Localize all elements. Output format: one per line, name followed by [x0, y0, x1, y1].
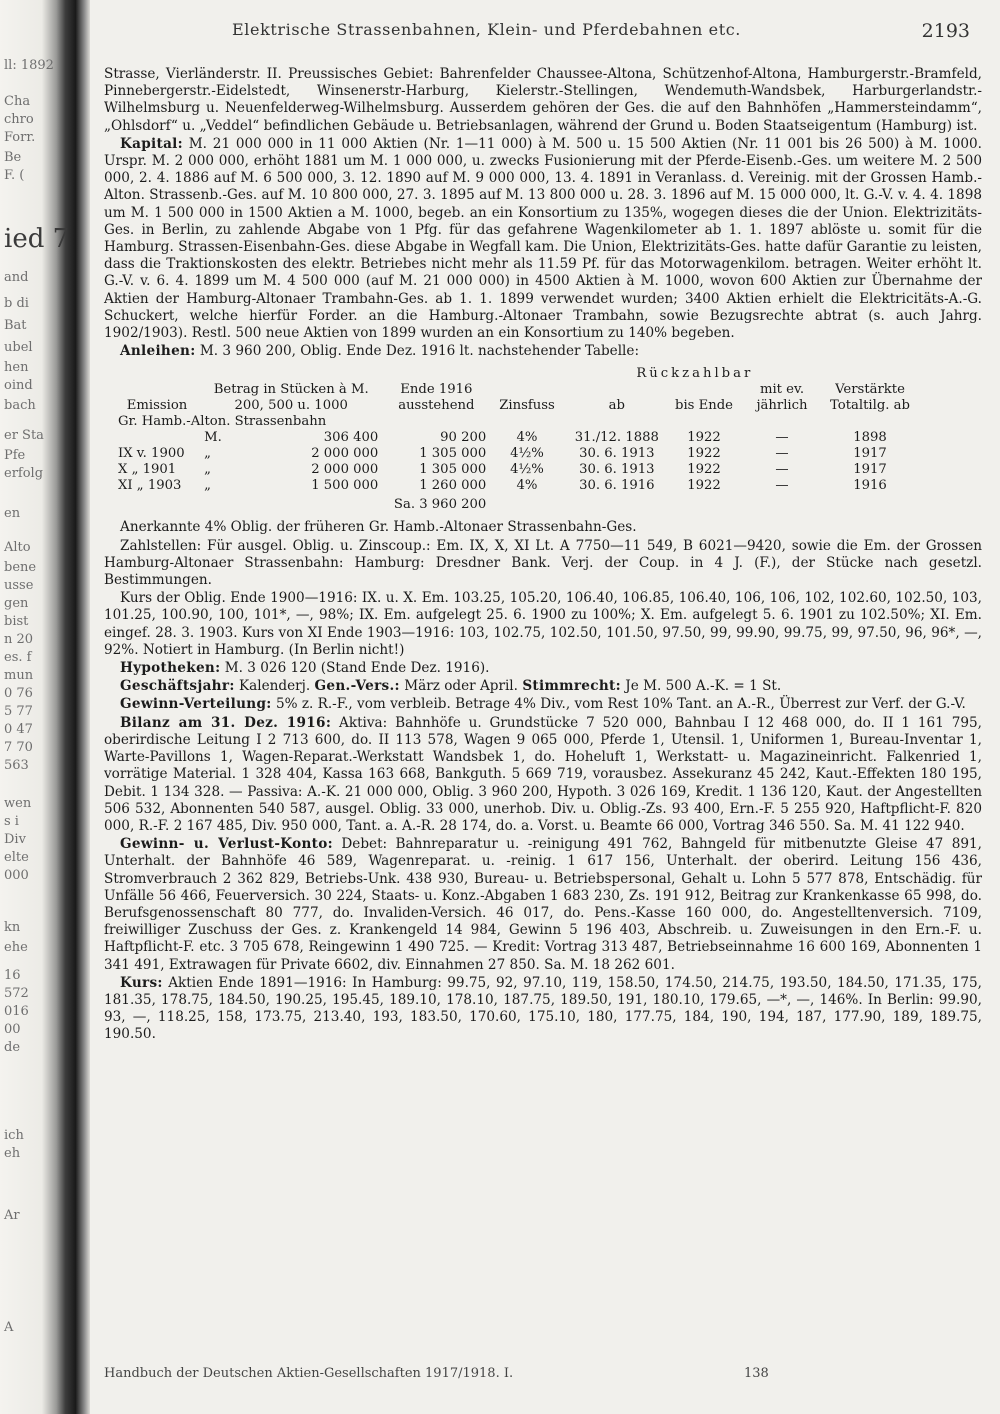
cell-ab: 30. 6. 1916 — [579, 478, 655, 494]
col-emission: Emission — [126, 398, 188, 414]
cell-zins: 4% — [516, 478, 538, 494]
gewinn-label: Gewinn-Verteilung: — [120, 696, 272, 713]
kapital-text: M. 21 000 000 in 11 000 Aktien (Nr. 1—11 000) à M. 500 u. 15 500 Aktien (Nr. 11 001 bis 26 500) à M. 1000. Urspr. M. 2 000 000, erhöht 1881 um M. 1 000 000, u. zwecks Fusionierung mit der Pferde-Eisenb.-Ges. um weitere M. 2 500 000, 2. 4. 1886 auf M. 6 500 000, 3. 12. 1890 auf M. 9 000 000, 13. 4. 1891 in Veranlass. d. Vereinig. mit der Grossen Hamb.-Alton. Strassenb.-Ges. auf M. 10 800 000, 27. 3. 1895 auf M. 13 800 000 u. 28. 3. 1896 auf M. 15 000 000, lt. G.-V. v. 4. 4. 1898 um M. 1 500 000 in 1500 Aktien a M. 1000, begeb. an ein Konsortium zu 135%, wogegen dieses die der Union. Elektrizitäts-Ges. in Berlin, zu zahlende Abgabe von 1 Pfg. für das gefahrene Wagenkilometer ab 1. 1. 1897 ablöste u. somit für die Hamburg. Strassen-Eisenbahn-Ges. diese Abgabe in Wegfall kam. Die Union, Elektrizitäts-Ges. hatte dafür Garantie zu leisten, dass die Traktionskosten des elektr. Betriebes nicht mehr als 11.59 Pf. für das Motorwagenkilom. betragen. Weiter erhöht lt. G.-V. v. 6. 4. 1899 um M. 4 500 000 (auf M. 21 000 000) in 4500 Aktien à M. 1000, wovon 600 Aktien zur Übernahme der Aktien der Hamburg-Altonaer Trambahn-Ges. ab 1. 1. 1899 verwendet wurden; 3400 Aktien erhielt die Elektricitäts-A.-G. Schuckert, welche hierfür Forder. an die Hamburg.-Altonaer Trambahn, sowie Bezugsrechte abtrat (s. auch Jahrg. 1902/1903). Restl. 500 neue Aktien von 1899 wurden an ein Konsortium zu 140% begeben. — [104, 135, 982, 342]
margin-fragment: 563 — [4, 758, 29, 773]
cell-currency: „ — [204, 446, 211, 462]
bilanz-paragraph — [104, 715, 982, 835]
gv-label: Gen.-Vers.: — [314, 678, 400, 695]
cell-zins: 4% — [516, 430, 538, 446]
margin-fragment: mun — [4, 668, 34, 683]
margin-fragment: ich — [4, 1128, 24, 1143]
table-row — [114, 446, 914, 462]
anleihen-label: Anleihen: — [120, 343, 196, 360]
margin-fragment: bene — [4, 560, 37, 575]
margin-fragment: Pfe — [4, 448, 26, 463]
cell-ende: 1 305 000 — [419, 446, 487, 462]
cell-mit: — — [775, 430, 789, 446]
kurs-text: Aktien Ende 1891—1916: In Hamburg: 99.75, 92, 97.10, 119, 158.50, 174.50, 214.75, 193.50, 184.50, 171.35, 175, 181.35, 178.75, 184.50, 190.25, 195.45, 189.10, 178.10, 187.75, 189.50, 191, 180.10, 179.65, —*, —, 146%. In Berlin: 99.90, 93, —, 118.25, 158, 173.75, 213.40, 193, 183.50, 170.60, 175.10, 180, 177.75, 184, 190, 194, 187, 177.90, 189, 189.75, 190.50. — [104, 974, 982, 1043]
page-footer — [104, 1366, 964, 1381]
margin-fragment: kn — [4, 920, 21, 935]
loan-table — [114, 366, 914, 513]
cell-betrag: 2 000 000 — [311, 446, 379, 462]
margin-fragment: er Sta — [4, 428, 44, 443]
cell-ab: 31./12. 1888 — [574, 430, 659, 446]
margin-fragment: usse — [4, 578, 34, 593]
bilanz-text: Aktiva: Bahnhöfe u. Grundstücke 7 520 000, Bahnbau I 12 468 000, do. II 1 161 795, oberirdische Leitung I 2 713 600, do. II 113 578, Wagen 9 065 000, Pferde 1, Utensil. 1, Uniformen 1, Bureau-Inventar 1, Warte-Pavillons 1, Wagen-Reparat.-Werkstatt Wandsbek 1, do. Hoheluft 1, Werkstatt- u. Magazineinricht. Falkenried 1, vorrätige Material. 1 328 404, Kassa 163 668, Bankguth. 5 669 719, vorausbez. Assekuranz 45 242, Kaut.-Effekten 180 195, Debit. 1 134 328. — Passiva: A.-K. 21 000 000, Oblig. 3 960 200, Hypoth. 3 026 169, Kredit. 1 136 120, Kaut. der Angestellten 506 532, Abonnenten 540 587, ausgel. Oblig. 33 000, unerhob. Div. u. Oblig.-Zs. 93 400, Ern.-F. 5 255 920, Haftpflicht-F. 820 000, R.-F. 2 167 485, Div. 950 000, Tant. a. A.-R. 28 174, do. a. Vorst. u. Beamte 66 000, Vortrag 346 550. Sa. M. 41 122 940. — [104, 714, 982, 834]
cell-ende: 90 200 — [440, 430, 487, 446]
margin-fragment: oind — [4, 378, 33, 393]
zahlstellen-paragraph: Zahlstellen: Für ausgel. Oblig. u. Zinscoup.: Em. IX, X, XI Lt. A 7750—11 549, B 6021—9420, sowie die Em. der Grossen Hamburg-Altonaer Strassenbahn: Hamburg: Dresdner Bank. Verj. der Coup. in 4 J. (F.), der Stücke nach gesetzl. Bestimmungen. — [104, 537, 982, 589]
margin-fragment: and — [4, 270, 29, 285]
cell-betrag: 2 000 000 — [311, 462, 379, 478]
cell-betrag: 306 400 — [323, 430, 379, 446]
margin-fragment: 0 76 — [4, 686, 33, 701]
cell-bis: 1922 — [687, 478, 721, 494]
guv-paragraph — [104, 836, 982, 974]
margin-fragment: hen — [4, 360, 29, 375]
margin-fragment: Be — [4, 150, 22, 165]
margin-fragment: en — [4, 506, 21, 521]
cell-emission: X „ 1901 — [118, 462, 177, 478]
margin-fragment: Alto — [4, 540, 31, 555]
gj-label: Geschäftsjahr: — [120, 678, 235, 695]
cell-currency: M. — [204, 430, 222, 446]
gewinn-paragraph — [104, 696, 982, 713]
cell-currency: „ — [204, 462, 211, 478]
bilanz-label: Bilanz am 31. Dez. 1916: — [120, 714, 332, 731]
cell-mit: — — [775, 478, 789, 494]
kurs-paragraph — [104, 975, 982, 1044]
cell-verst: 1898 — [853, 430, 887, 446]
col-zins: Zinsfuss — [499, 398, 555, 414]
cell-mit: — — [775, 446, 789, 462]
margin-fragment: 0 47 — [4, 722, 33, 737]
gj-text: Kalenderj. — [238, 678, 311, 695]
cell-mit: — — [775, 462, 789, 478]
kurs-label: Kurs: — [120, 974, 163, 991]
cell-ende: 1 305 000 — [419, 462, 487, 478]
cell-bis: 1922 — [687, 446, 721, 462]
margin-fragment: 016 — [4, 1004, 29, 1019]
col-ende: Ende 1916 ausstehend — [398, 382, 475, 414]
margin-fragment: ehe — [4, 940, 28, 955]
page-fold-shadow — [76, 0, 90, 1414]
left-margin-bleed — [0, 0, 76, 1414]
margin-fragment: s i — [4, 814, 19, 829]
cell-bis: 1922 — [687, 430, 721, 446]
cell-zins: 4½% — [510, 462, 544, 478]
col-betrag: Betrag in Stücken à M. 200, 500 u. 1000 — [213, 382, 369, 414]
margin-fragment: de — [4, 1040, 21, 1055]
page-body — [104, 66, 982, 1045]
cell-currency: „ — [204, 478, 211, 494]
anleihen-text: M. 3 960 200, Oblig. Ende Dez. 1916 lt. nachstehender Tabelle: — [199, 343, 640, 360]
loan-group-label: Gr. Hamb.-Alton. Strassenbahn — [118, 414, 327, 430]
hypotheken-label: Hypotheken: — [120, 660, 221, 677]
col-rueck: Rückzahlbar — [636, 366, 754, 382]
margin-fragment: eh — [4, 1146, 21, 1161]
cell-bis: 1922 — [687, 462, 721, 478]
cell-emission: XI „ 1903 — [118, 478, 182, 494]
margin-fragment: 00 — [4, 1022, 21, 1037]
cell-verst: 1916 — [853, 478, 887, 494]
margin-fragment: 572 — [4, 986, 29, 1001]
margin-fragment: 5 77 — [4, 704, 33, 719]
margin-fragment: bist — [4, 614, 29, 629]
margin-fragment: 7 70 — [4, 740, 33, 755]
margin-fragment: 000 — [4, 868, 29, 883]
margin-fragment: gen — [4, 596, 29, 611]
kapital-paragraph — [104, 136, 982, 342]
margin-fragment: bach — [4, 398, 36, 413]
cell-emission — [114, 430, 200, 446]
running-head: Elektrische Strassenbahnen, Klein- und Pferdebahnen etc. — [232, 20, 741, 39]
margin-fragment: ubel — [4, 340, 33, 355]
cell-ab: 30. 6. 1913 — [579, 446, 655, 462]
cell-ab: 30. 6. 1913 — [579, 462, 655, 478]
margin-fragment: Bat — [4, 318, 27, 333]
intro-paragraph: Strasse, Vierländerstr. II. Preussisches Gebiet: Bahrenfelder Chaussee-Altona, Schützenhof-Altona, Hamburgerstr.-Bramfeld, Pinnebergerstr.-Eidelstedt, Winsenerstr-Harburg, Kielerstr.-Stellingen, Wendemuth-Wandsbek, Harburgerlandstr.-Wilhelmsburg u. Neuenfelderweg-Wilhelmsburg. Ausserdem gehören der Ges. die auf den Bahnhöfen „Hammersteindamm“, „Ohlsdorf“ u. „Veddel“ befindlichen Gebäude u. Betriebsanlagen, während der Grund u. Boden Staatseigentum (Hamburg) ist. — [104, 66, 982, 134]
hypotheken-text: M. 3 026 120 (Stand Ende Dez. 1916). — [224, 660, 490, 677]
margin-fragment: Cha — [4, 94, 31, 109]
margin-fragment: Forr. — [4, 130, 36, 145]
margin-fragment: 16 — [4, 968, 21, 983]
guv-label: Gewinn- u. Verlust-Konto: — [120, 836, 333, 853]
footer-source: Handbuch der Deutschen Aktien-Gesellschaften 1917/1918. I. — [104, 1366, 514, 1381]
margin-fragment: A — [4, 1320, 14, 1335]
stimm-text: Je M. 500 A.-K. = 1 St. — [625, 678, 782, 695]
book-page — [92, 0, 982, 1414]
kapital-label: Kapital: — [120, 135, 183, 152]
meta-paragraph — [104, 678, 982, 695]
anleihen-paragraph — [104, 343, 982, 360]
margin-fragment: ll: 1892 — [4, 58, 54, 73]
margin-fragment: ied 7 — [4, 224, 70, 254]
cell-verst: 1917 — [853, 462, 887, 478]
table-row — [114, 430, 914, 446]
margin-fragment: wen — [4, 796, 32, 811]
kurs-oblig-paragraph: Kurs der Oblig. Ende 1900—1916: IX. u. X. Em. 103.25, 105.20, 106.40, 106.85, 106.40, 106, 106, 102, 102.60, 102.50, 103, 101.25, 100.90, 100, 101*, —, 98%; IX. Em. aufgelegt 25. 6. 1900 zu 100%; X. Em. aufgelegt 5. 6. 1901 zu 102.50%; XI. Em. eingef. 28. 3. 1903. Kurs von XI Ende 1903—1916: 103, 102.75, 102.50, 101.50, 97.50, 99, 99.90, 99.75, 99, 97.50, 96, 96*, —, 92%. Notiert in Hamburg. (In Berlin nicht!) — [104, 590, 982, 658]
cell-zins: 4½% — [510, 446, 544, 462]
margin-fragment: F. ( — [4, 168, 25, 183]
footer-sheet-number: 138 — [744, 1366, 769, 1381]
cell-emission: IX v. 1900 — [118, 446, 185, 462]
col-mit: mit ev. jährlich — [756, 382, 808, 414]
table-row — [114, 478, 914, 494]
margin-fragment: Div — [4, 832, 26, 847]
col-verst: Verstärkte Totaltilg. ab — [830, 382, 910, 414]
cell-ende: 1 260 000 — [419, 478, 487, 494]
table-row — [114, 462, 914, 478]
margin-fragment: erfolg — [4, 466, 44, 481]
cell-betrag: 1 500 000 — [311, 478, 379, 494]
margin-fragment: n 20 — [4, 632, 34, 647]
margin-fragment: es. f — [4, 650, 32, 665]
stimm-label: Stimmrecht: — [522, 678, 621, 695]
hypotheken-paragraph — [104, 660, 982, 677]
cell-verst: 1917 — [853, 446, 887, 462]
anerkannte-paragraph: Anerkannte 4% Oblig. der früheren Gr. Hamb.-Altonaer Strassenbahn-Ges. — [120, 519, 637, 536]
margin-fragment: Ar — [4, 1208, 20, 1223]
col-bis: bis Ende — [675, 398, 733, 414]
page-number: 2193 — [921, 20, 970, 42]
margin-fragment: chro — [4, 112, 34, 127]
gv-text: März oder April. — [404, 678, 518, 695]
margin-fragment: b di — [4, 296, 29, 311]
col-ab: ab — [608, 398, 625, 414]
guv-text: Debet: Bahnreparatur u. -reinigung 491 762, Bahngeld für mitbenutzte Gleise 47 891, Unterhalt. der Bahnhöfe 46 589, Wagenreparat. u. -reinig. 1 617 156, Unterhalt. der oberird. Leitung 156 436, Stromverbrauch 2 362 829, Betriebs-Unk. 438 930, Bureau- u. Betriebspersonal, Gehalt u. Lohn 5 577 878, Entschädig. für Unfälle 56 466, Feuerversich. 30 224, Staats- u. Konz.-Abgaben 1 683 230, Zs. 191 912, Beitrag zur Krankenkasse 65 998, do. Berufsgenossenschaft 80 777, do. Invaliden-Versich. 46 017, do. Pens.-Kasse 160 000, do. Angestelltenversich. 7109, freiwilliger Zuschuss der Ges. z. Krankengeld 14 984, Gewinn 5 196 403, Abschreib. u. Zuweisungen in den Ern.-F. u. Haftpflicht-F. etc. 3 705 678, Reingewinn 1 490 725. — Kredit: Vortrag 313 487, Betriebseinnahme 16 600 169, Abonnenten 1 341 491, Extrawagen für Private 6602, div. Einnahmen 27 850. Sa. M. 18 262 601. — [104, 836, 982, 973]
margin-fragment: elte — [4, 850, 29, 865]
loan-total: Sa. 3 960 200 — [393, 497, 487, 513]
gewinn-text: 5% z. R.-F., vom verbleib. Betrage 4% Div., vom Rest 10% Tant. an A.-R., Überrest zur Verf. der G.-V. — [275, 696, 966, 713]
